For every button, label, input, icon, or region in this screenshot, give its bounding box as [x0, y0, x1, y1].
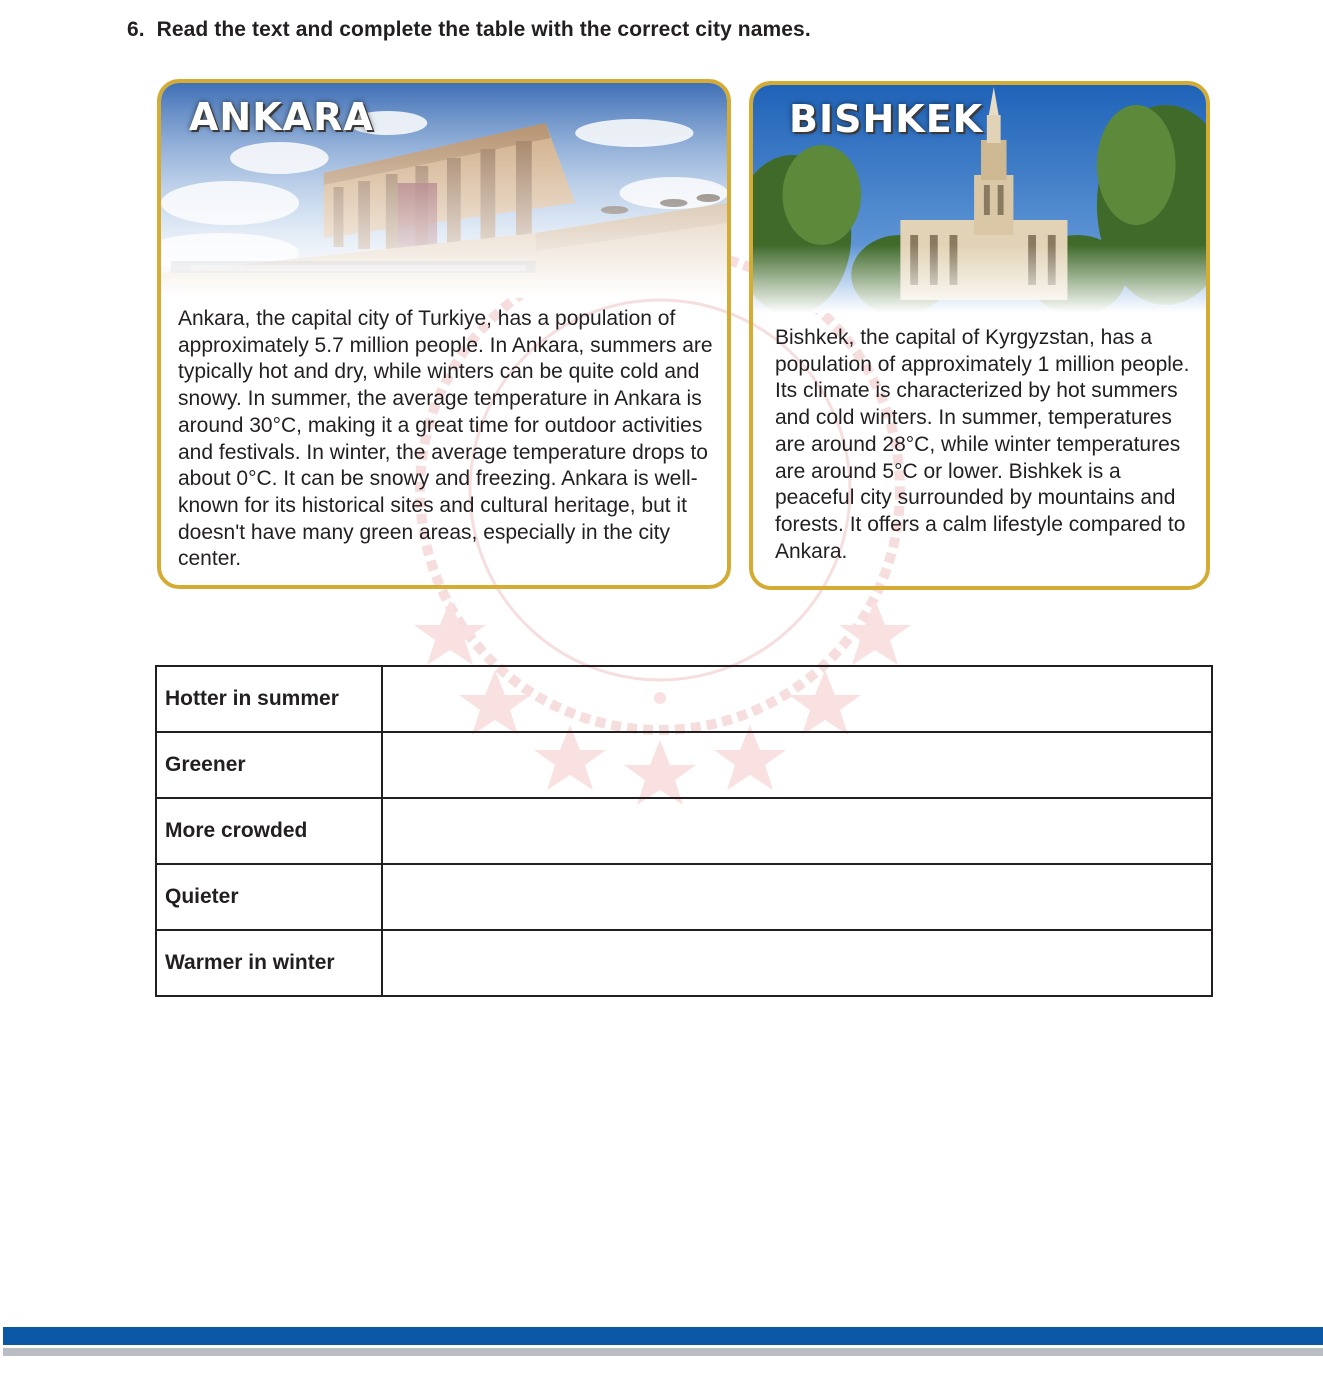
answer-cell[interactable]: [382, 930, 1212, 996]
city-title-bishkek: BISHKEK: [789, 97, 984, 141]
table-row: [156, 930, 1212, 996]
footer-gray-line: [3, 1348, 1323, 1356]
answer-cell[interactable]: [382, 732, 1212, 798]
table-row: [156, 732, 1212, 798]
city-title-ankara: ANKARA: [189, 95, 374, 139]
row-label: Quieter: [156, 864, 382, 930]
exercise-number: 6.: [127, 18, 145, 41]
bishkek-card: [749, 81, 1210, 590]
answer-cell[interactable]: [382, 666, 1212, 732]
city-description-bishkek: Bishkek, the capital of Kyrgyzstan, has a population of approximately 1 million people. Its climate is characterized by hot summers and cold winters. In summer, temperatures are around 28°C, while winter temperatures are around 5°C or lower. Bishkek is a peaceful city surrounded by mountains and forests. It offers a calm lifestyle compared to Ankara.: [775, 326, 1190, 563]
city-description-ankara: Ankara, the capital city of Turkiye, has a population of approximately 5.7 million people. In Ankara, summers are typically hot and dry, while winters can be quite cold and snowy. In summer, the average temperature in Ankara is around 30°C, making it a great time for outdoor activities and festivals. In winter, the average temperature drops to about 0°C. It can be snowy and freezing. Ankara is well-known for its historical sites and cultural heritage, but it doesn't have many green areas, especially in the city center.: [178, 307, 713, 571]
row-label: Warmer in winter: [156, 930, 382, 996]
table-row: [156, 864, 1212, 930]
ankara-card: [157, 79, 731, 589]
exercise-instruction: [127, 18, 811, 42]
answer-cell[interactable]: [382, 864, 1212, 930]
row-label: More crowded: [156, 798, 382, 864]
answer-cell[interactable]: [382, 798, 1212, 864]
exercise-text: Read the text and complete the table with the correct city names.: [156, 18, 811, 41]
row-label: Hotter in summer: [156, 666, 382, 732]
table-row: [156, 666, 1212, 732]
table-row: [156, 798, 1212, 864]
footer-blue-bar: [3, 1327, 1323, 1345]
comparison-table: [155, 665, 1213, 997]
row-label: Greener: [156, 732, 382, 798]
